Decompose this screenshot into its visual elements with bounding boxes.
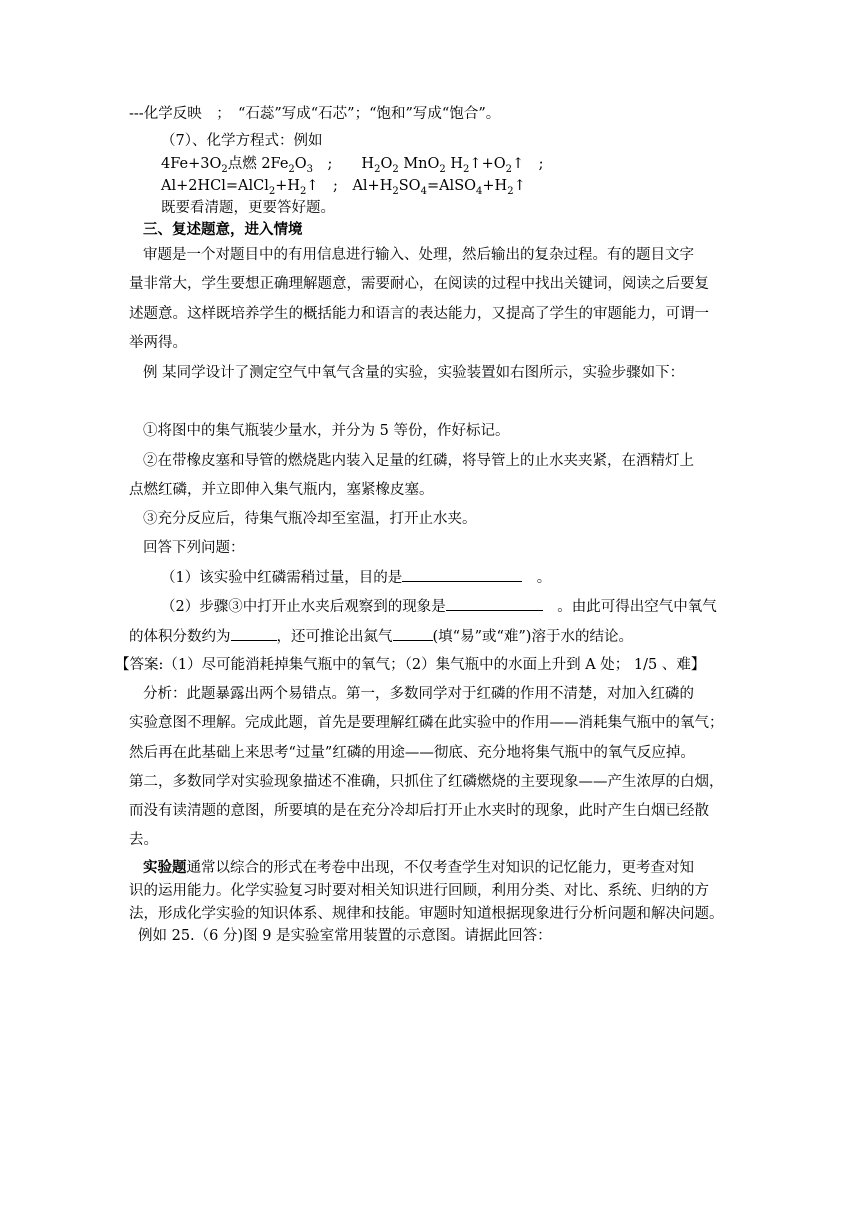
analysis-line: 然后再在此基础上来思考“过量”红磷的用途——彻底、充分地将集气瓶中的氧气反应掉。 bbox=[129, 745, 695, 761]
paragraph-line: 审题是一个对题目中的有用信息进行输入、处理，然后输出的复杂过程。有的题目文字 bbox=[143, 247, 694, 263]
subscript: 2 bbox=[392, 163, 399, 175]
subscript: 4 bbox=[420, 185, 427, 197]
analysis-line: 实验意图不理解。完成此题，首先是要理解红磷在此实验中的作用——消耗集气瓶中的氧气； bbox=[129, 715, 724, 731]
equation-text: 点燃 2Fe bbox=[227, 156, 289, 172]
equation-text: +H bbox=[482, 178, 508, 194]
step-line: 点燃红磷，并立即伸入集气瓶内，塞紧橡皮塞。 bbox=[129, 482, 434, 498]
answer-blank[interactable] bbox=[446, 596, 543, 611]
text-line: ---化学反映 ； “石蕊”写成“石芯”；“饱和”写成“饱合”。 bbox=[129, 106, 501, 122]
paragraph-line: 量非常大，学生要想正确理解题意，需要耐心，在阅读的过程中找出关键词，阅读之后要复 bbox=[129, 276, 709, 292]
analysis-line: 而没有读清题的意图，所要填的是在充分冷却后打开止水夹时的现象，此时产生白烟已经散 bbox=[129, 803, 709, 819]
section-heading: 三、复述题意，进入情境 bbox=[143, 221, 303, 238]
question-text: 。由此可得出空气中氧气 bbox=[542, 599, 717, 615]
equation-line bbox=[161, 176, 526, 196]
equation-text: O bbox=[294, 156, 307, 172]
subscript: 4 bbox=[476, 185, 483, 197]
bold-term: 实验题 bbox=[143, 859, 187, 876]
equation-line bbox=[161, 154, 544, 174]
subscript: 3 bbox=[306, 163, 314, 175]
experiment-line: 例如 25.（6 分)图 9 是实验室常用装置的示意图。请据此回答： bbox=[138, 928, 552, 944]
equation-text: ↑+O bbox=[469, 156, 506, 172]
equation-text: Al+2HCl=AlCl bbox=[161, 178, 269, 194]
question-text: 的体积分数约为 bbox=[129, 629, 231, 645]
step-line: ②在带橡皮塞和导管的燃烧匙内装入足量的红磷，将导管上的止水夹夹紧，在酒精灯上 bbox=[143, 453, 694, 469]
question-text: （2）步骤③中打开止水夹后观察到的现象是 bbox=[161, 599, 446, 615]
equation-text: =AlSO bbox=[426, 178, 477, 194]
analysis-line: 去。 bbox=[129, 832, 158, 848]
experiment-line bbox=[143, 858, 694, 878]
equation-text: ↑ ; Al+H bbox=[306, 178, 393, 194]
equation-text: +H bbox=[275, 178, 301, 194]
example-line: 例 某同学设计了测定空气中氧气含量的实验，实验装置如右图所示，实验步骤如下： bbox=[143, 365, 685, 381]
answer-blank[interactable] bbox=[402, 567, 522, 582]
experiment-text: 通常以综合的形式在考卷中出现，不仅考查学生对知识的记忆能力，更考查对知 bbox=[186, 860, 694, 876]
question-text: （1）该实验中红磷需稍过量，目的是 bbox=[161, 570, 403, 586]
question-line bbox=[161, 567, 551, 588]
equation-text: ↑ ; bbox=[511, 156, 544, 172]
answer-blank[interactable] bbox=[231, 626, 277, 641]
question-intro: 回答下列问题： bbox=[143, 540, 245, 556]
equation-text: SO bbox=[398, 178, 421, 194]
equation-text: O bbox=[380, 156, 393, 172]
equation-text: ↑ bbox=[513, 178, 526, 194]
subscript: 2 bbox=[507, 185, 514, 197]
subscript: 2 bbox=[221, 163, 228, 175]
subscript: 2 bbox=[374, 163, 381, 175]
question-text: 。 bbox=[522, 570, 552, 586]
subscript: 2 bbox=[288, 163, 295, 175]
paragraph-line: 述题意。这样既培养学生的概括能力和语言的表达能力，又提高了学生的审题能力，可谓一 bbox=[129, 306, 709, 322]
equation-text: ; H bbox=[313, 156, 375, 172]
equation-text: MnO bbox=[398, 156, 440, 172]
step-line: ③充分反应后，待集气瓶冷却至室温，打开止水夹。 bbox=[143, 511, 477, 527]
equation-text: H bbox=[445, 156, 464, 172]
subscript: 2 bbox=[439, 163, 446, 175]
experiment-line: 识的运用能力。化学实验复习时要对相关知识进行回顾，利用分类、对比、系统、归纳的方 bbox=[129, 883, 709, 899]
analysis-line: 分析：此题暴露出两个易错点。第一，多数同学对于红磷的作用不清楚，对加入红磷的 bbox=[143, 686, 694, 702]
answer-line: 【答案:（1）尽可能消耗掉集气瓶中的氧气；（2）集气瓶中的水面上升到 A 处； 1/5 、难】 bbox=[115, 657, 706, 673]
paragraph-line: 举两得。 bbox=[129, 335, 187, 351]
analysis-line: 第二，多数同学对实验现象描述不准确，只抓住了红磷燃烧的主要现象——产生浓厚的白烟， bbox=[129, 774, 724, 790]
subscript: 2 bbox=[505, 163, 512, 175]
subscript: 2 bbox=[463, 163, 470, 175]
text-line: 既要看清题，更要答好题。 bbox=[161, 200, 335, 216]
subscript: 2 bbox=[392, 185, 399, 197]
step-line: ①将图中的集气瓶装少量水，并分为 5 等份，作好标记。 bbox=[143, 423, 510, 439]
subscript: 2 bbox=[268, 185, 276, 197]
text-line: （7）、化学方程式：例如 bbox=[161, 133, 323, 149]
question-line bbox=[129, 626, 633, 647]
question-text: ，还可推论出氮气 bbox=[276, 629, 393, 645]
experiment-line: 法，形成化学实验的知识体系、规律和技能。审题时知道根据现象进行分析问题和解决问题。 bbox=[129, 906, 724, 922]
answer-blank[interactable] bbox=[393, 626, 433, 641]
question-line bbox=[161, 596, 717, 617]
equation-text: 4Fe+3O bbox=[161, 156, 222, 172]
question-text: (填“易”或“难”)溶于水的结论。 bbox=[432, 629, 633, 645]
subscript: 2 bbox=[300, 185, 307, 197]
